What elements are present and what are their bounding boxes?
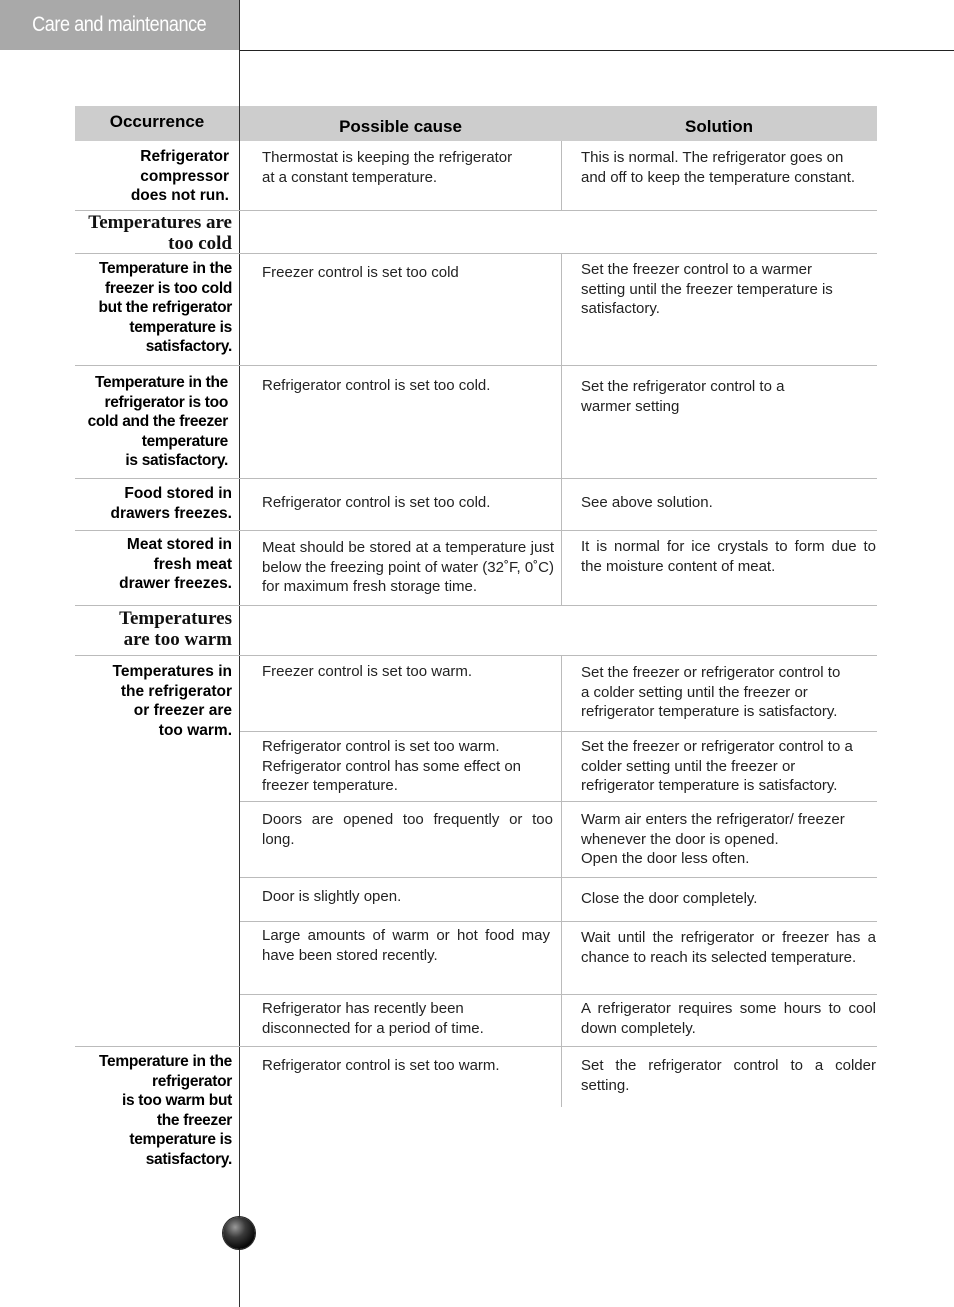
section-title-tab bbox=[0, 0, 239, 50]
column-header-occurrence: Occurrence bbox=[75, 106, 239, 141]
row-divider bbox=[75, 365, 877, 366]
row-divider bbox=[75, 605, 877, 606]
row-divider bbox=[75, 210, 877, 211]
page-marker-dot bbox=[223, 1217, 255, 1249]
row-divider bbox=[240, 731, 877, 732]
cause-cell: Thermostat is keeping the refrigerator at a constant temperature. bbox=[262, 149, 513, 186]
occurrence-cell: Food stored in drawers freezes. bbox=[110, 485, 232, 522]
occurrence-cell: Temperature in the freezer is too cold but the refrigerator temperature is satisfactory. bbox=[98, 260, 232, 356]
cause-cell: Refrigerator control is set too warm. bbox=[262, 1057, 500, 1074]
row-divider bbox=[75, 530, 877, 531]
section-title: Care and maintenance bbox=[32, 13, 207, 36]
cause-cell: Refrigerator control is set too cold. bbox=[262, 377, 491, 394]
cause-cell: Freezer control is set too cold bbox=[262, 264, 459, 281]
column-divider bbox=[561, 655, 562, 1107]
occurrence-cell: Temperatures in the refrigerator or freezer are too warm. bbox=[112, 663, 232, 739]
row-divider bbox=[75, 1046, 877, 1047]
row-divider bbox=[75, 478, 877, 479]
cause-cell: Large amounts of warm or hot food may have been stored recently. bbox=[262, 927, 550, 964]
solution-cell: This is normal. The refrigerator goes on and off to keep the temperature constant. bbox=[581, 149, 856, 186]
row-divider bbox=[240, 994, 877, 995]
cause-cell: Refrigerator control is set too warm. Refrigerator control has some effect on freezer temperature. bbox=[262, 738, 522, 794]
cause-cell: Meat should be stored at a temperature just below the freezing point of water (32˚F, 0˚C) for maximum fresh storage time. bbox=[262, 539, 554, 595]
solution-cell: Close the door completely. bbox=[581, 890, 758, 907]
cause-cell: Refrigerator has recently been disconnected for a period of time. bbox=[262, 1000, 484, 1037]
occurrence-cell: Refrigerator compressor does not run. bbox=[130, 148, 229, 205]
solution-cell: Set the refrigerator control to a colder setting. bbox=[581, 1057, 876, 1094]
solution-cell: It is normal for ice crystals to form due to the moisture content of meat. bbox=[581, 538, 876, 575]
header-rule bbox=[239, 50, 954, 51]
occurrence-cell: Temperature in the refrigerator is too cold and the freezer temperature is satisfactory. bbox=[87, 374, 228, 470]
occurrence-cell: Temperature in the refrigerator is too warm but the freezer temperature is satisfactory. bbox=[99, 1053, 232, 1168]
solution-cell: Set the freezer control to a warmer setting until the freezer temperature is satisfactory. bbox=[581, 261, 833, 317]
solution-cell: Wait until the refrigerator or freezer has a chance to reach its selected temperature. bbox=[581, 929, 876, 966]
solution-cell: Set the freezer or refrigerator control to a colder setting until the freezer or refrigerator temperature is satisfactory. bbox=[581, 738, 853, 794]
solution-cell: Warm air enters the refrigerator/ freezer whenever the door is opened. Open the door less often. bbox=[581, 811, 845, 867]
column-header-solution: Solution bbox=[561, 106, 877, 141]
margin-rule bbox=[239, 0, 240, 1307]
cause-cell: Door is slightly open. bbox=[262, 888, 402, 905]
column-divider bbox=[561, 141, 562, 210]
row-divider bbox=[240, 877, 877, 878]
solution-cell: See above solution. bbox=[581, 494, 713, 511]
cause-cell: Freezer control is set too warm. bbox=[262, 663, 473, 680]
row-divider bbox=[75, 655, 877, 656]
solution-cell: Set the refrigerator control to a warmer setting bbox=[581, 378, 785, 415]
cause-cell: Refrigerator control is set too cold. bbox=[262, 494, 491, 511]
occurrence-cell: Meat stored in fresh meat drawer freezes. bbox=[119, 536, 232, 593]
cause-cell: Doors are opened too frequently or too long. bbox=[262, 811, 553, 848]
column-header-cause: Possible cause bbox=[240, 106, 561, 141]
column-divider bbox=[561, 253, 562, 606]
solution-cell: A refrigerator requires some hours to cool down completely. bbox=[581, 1000, 876, 1037]
row-divider bbox=[240, 801, 877, 802]
section-heading: Temperatures are too cold bbox=[88, 212, 232, 254]
row-divider bbox=[240, 921, 877, 922]
solution-cell: Set the freezer or refrigerator control to a colder setting until the freezer or refrigerator temperature is satisfactory. bbox=[581, 664, 841, 720]
section-heading: Temperatures are too warm bbox=[119, 608, 232, 650]
